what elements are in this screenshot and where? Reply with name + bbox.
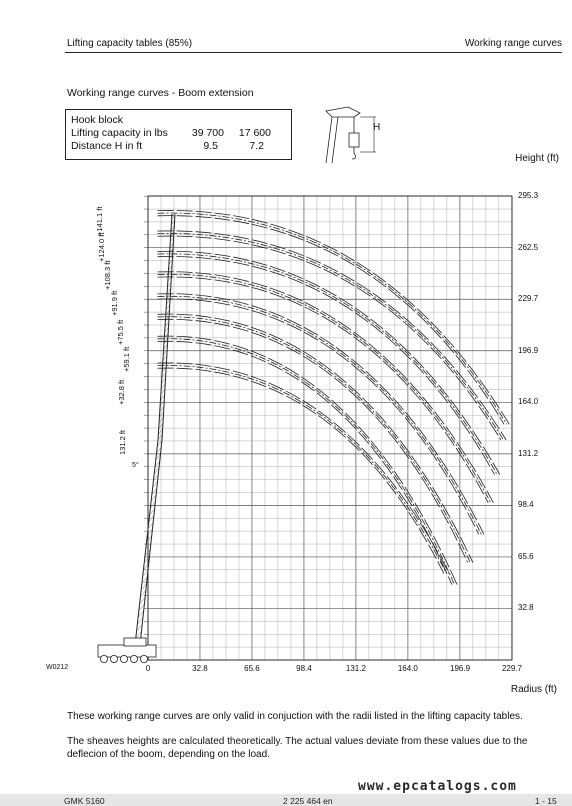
x-tick-label: 65.6 — [244, 664, 260, 673]
lifting-capacity-label: Lifting capacity in lbs — [71, 127, 168, 139]
chart-grid — [144, 196, 512, 660]
crane-vehicle-body — [98, 645, 156, 657]
footer-doc-number: 2 225 464 en — [283, 796, 333, 806]
y-tick-label: 229.7 — [518, 294, 539, 304]
x-tick-label: 164.0 — [397, 664, 418, 673]
y-tick-label: 65.6 — [518, 551, 534, 561]
distance-h-label: Distance H in ft — [71, 140, 143, 152]
x-tick-label: 229.7 — [501, 664, 523, 673]
hook-block-title: Hook block — [71, 114, 123, 126]
crane-wheel — [140, 655, 147, 662]
figure-code: W0212 — [46, 664, 69, 671]
y-tick-label: 98.4 — [518, 500, 534, 510]
y-axis-title: Height (ft) — [515, 153, 559, 164]
distance-h-value-2: 7.2 — [249, 140, 264, 152]
range-curve — [158, 299, 479, 534]
crane-wheel — [110, 655, 117, 662]
boom-length-label: +108.3 ft — [103, 260, 112, 290]
lifting-capacity-value-1: 39 700 — [191, 127, 224, 139]
boom-length-label: +91.9 ft — [110, 290, 119, 316]
y-tick-label: 32.8 — [518, 603, 534, 613]
boom-length-label: 131.2 ft — [118, 429, 127, 455]
y-tick-label: 131.2 — [518, 448, 539, 458]
crane-cab — [124, 638, 146, 646]
x-tick-label: 98.4 — [296, 664, 312, 673]
working-range-curves — [158, 210, 510, 584]
range-curve — [158, 314, 473, 562]
range-curve — [158, 233, 504, 440]
y-tick-label: 262.5 — [518, 242, 539, 252]
note-2: The sheaves heights are calculated theoretically. The actual values deviate from these values due to the deflecion of the boom, depending on the load. — [67, 736, 528, 760]
x-tick-label: 131.2 — [345, 664, 366, 673]
range-curve — [158, 336, 458, 584]
range-curve — [158, 231, 507, 440]
x-tick-label: 0 — [145, 664, 151, 673]
boom-length-label: +59.1 ft — [122, 346, 131, 372]
hook-diagram-h-label: H — [373, 122, 381, 133]
y-tick-label: 196.9 — [518, 345, 539, 355]
range-curve — [158, 213, 507, 424]
watermark-text: www.epcatalogs.com — [358, 779, 517, 794]
distance-h-value-1: 9.5 — [203, 140, 218, 152]
header-right-title: Working range curves — [464, 38, 562, 49]
y-tick-label: 164.0 — [518, 397, 539, 407]
x-axis-title: Radius (ft) — [510, 684, 557, 695]
boom-length-label: +32.8 ft — [117, 379, 126, 405]
y-tick-label: 295.3 — [518, 191, 539, 200]
range-curve — [158, 368, 444, 574]
range-curve — [158, 365, 447, 573]
range-curve — [158, 272, 494, 503]
x-tick-label: 196.9 — [450, 664, 471, 673]
section-subtitle: Working range curves - Boom extension — [67, 87, 254, 99]
lifting-capacity-value-2: 17 600 — [238, 127, 271, 139]
crane-wheel — [130, 655, 137, 662]
header-left-title: Lifting capacity tables (85%) — [67, 38, 193, 49]
range-curve — [158, 294, 484, 535]
range-curve — [158, 339, 455, 585]
range-curve — [158, 274, 491, 503]
footer-page: 1 - 15 — [535, 796, 557, 806]
x-tick-label: 32.8 — [192, 664, 208, 673]
note-1: These working range curves are only valid in conjuction with the radii listed in the lifting capacity tables. — [67, 711, 523, 722]
angle-label: 5° — [132, 462, 139, 469]
boom-length-label: +124.0 ft — [97, 232, 106, 262]
crane-wheel — [100, 655, 107, 662]
footer-model: GMK 5160 — [64, 796, 105, 806]
crane-wheel — [120, 655, 127, 662]
boom-length-label: +141.1 ft — [95, 206, 104, 236]
range-curve — [158, 277, 489, 503]
boom-length-label: +75.5 ft — [116, 319, 125, 345]
range-curve — [158, 363, 450, 574]
